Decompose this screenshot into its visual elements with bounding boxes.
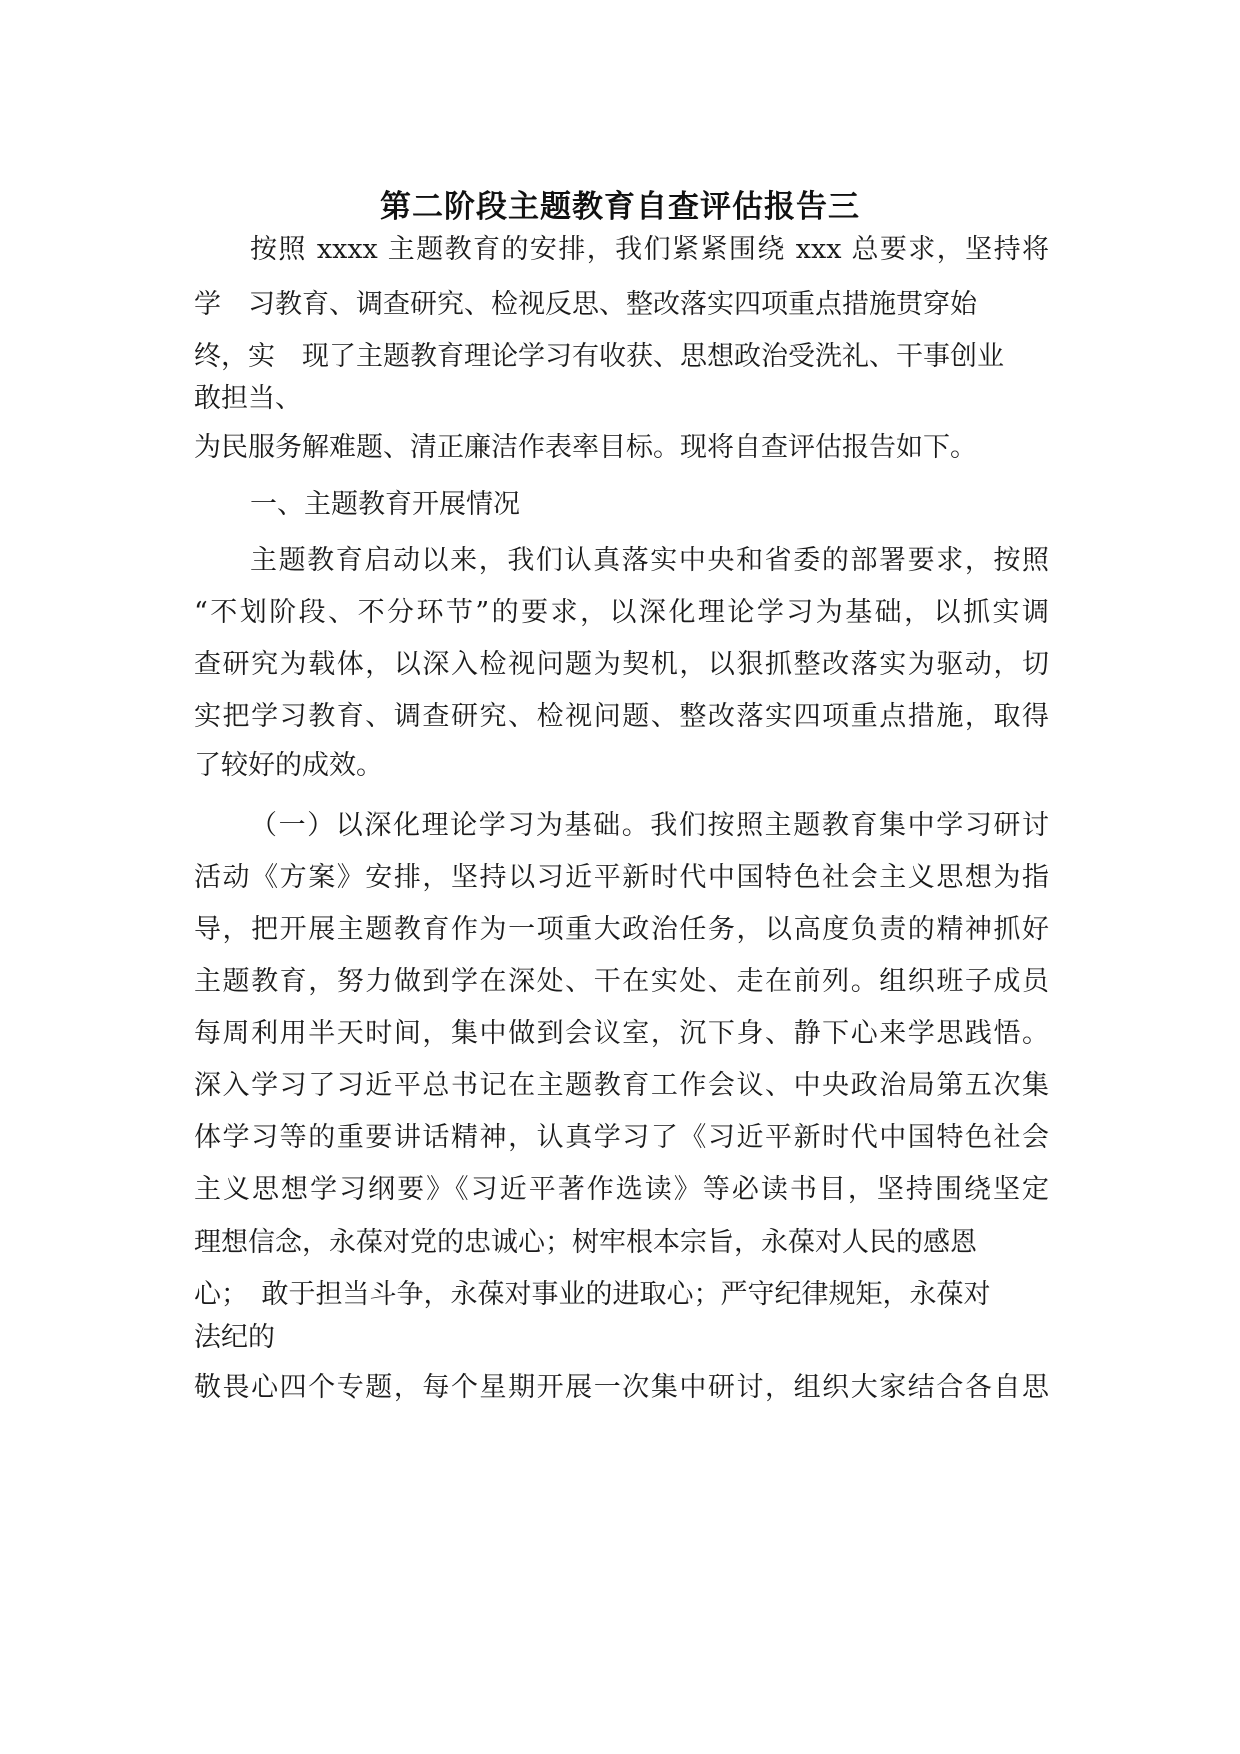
paragraph-line: 体学习等的重要讲话精神，认真学习了《习近平新时代中国特色社会 <box>194 1122 1049 1153</box>
paragraph-line: （一）以深化理论学习为基础。我们按照主题教育集中学习研讨 <box>250 810 1049 841</box>
paragraph-line: 敢担当、 <box>194 383 302 414</box>
paragraph-line: 理想信念，永葆对党的忠诚心；树牢根本宗旨，永葆对人民的感恩 <box>194 1227 977 1258</box>
paragraph-line: 每周利用半天时间，集中做到会议室，沉下身、静下心来学思践悟。 <box>194 1018 1049 1049</box>
paragraph-line: 了较好的成效。 <box>194 750 383 781</box>
paragraph-line: 学 习教育、调查研究、检视反思、整改落实四项重点措施贯穿始 <box>194 289 977 320</box>
paragraph-line: 终，实 现了主题教育理论学习有收获、思想政治受洗礼、干事创业 <box>194 341 1004 372</box>
paragraph-line: 主题教育，努力做到学在深处、干在实处、走在前列。组织班子成员 <box>194 966 1049 997</box>
paragraph-line: 为民服务解难题、清正廉洁作表率目标。现将自查评估报告如下。 <box>194 432 977 463</box>
document-title: 第二阶段主题教育自查评估报告三 <box>380 189 860 225</box>
paragraph-line: 导，把开展主题教育作为一项重大政治任务，以高度负责的精神抓好 <box>194 914 1049 945</box>
paragraph-line: 按照 xxxx 主题教育的安排，我们紧紧围绕 xxx 总要求，坚持将 <box>250 234 1049 265</box>
paragraph-line: “不划阶段、不分环节”的要求，以深化理论学习为基础，以抓实调 <box>194 597 1049 628</box>
paragraph-line: 主义思想学习纲要》《习近平著作选读》等必读书目，坚持围绕坚定 <box>194 1174 1049 1205</box>
paragraph-line: 敬畏心四个专题，每个星期开展一次集中研讨，组织大家结合各自思 <box>194 1372 1049 1403</box>
paragraph-line: 活动《方案》安排，坚持以习近平新时代中国特色社会主义思想为指 <box>194 862 1049 893</box>
paragraph-line: 法纪的 <box>194 1322 275 1353</box>
paragraph-line: 实把学习教育、调查研究、检视问题、整改落实四项重点措施，取得 <box>194 701 1049 732</box>
section-heading: 一、主题教育开展情况 <box>250 489 520 520</box>
paragraph-line: 主题教育启动以来，我们认真落实中央和省委的部署要求，按照 <box>250 545 1049 576</box>
paragraph-line: 深入学习了习近平总书记在主题教育工作会议、中央政治局第五次集 <box>194 1070 1049 1101</box>
paragraph-line: 查研究为载体，以深入检视问题为契机，以狠抓整改落实为驱动，切 <box>194 649 1049 680</box>
paragraph-line: 心； 敢于担当斗争，永葆对事业的进取心；严守纪律规矩，永葆对 <box>194 1279 991 1310</box>
